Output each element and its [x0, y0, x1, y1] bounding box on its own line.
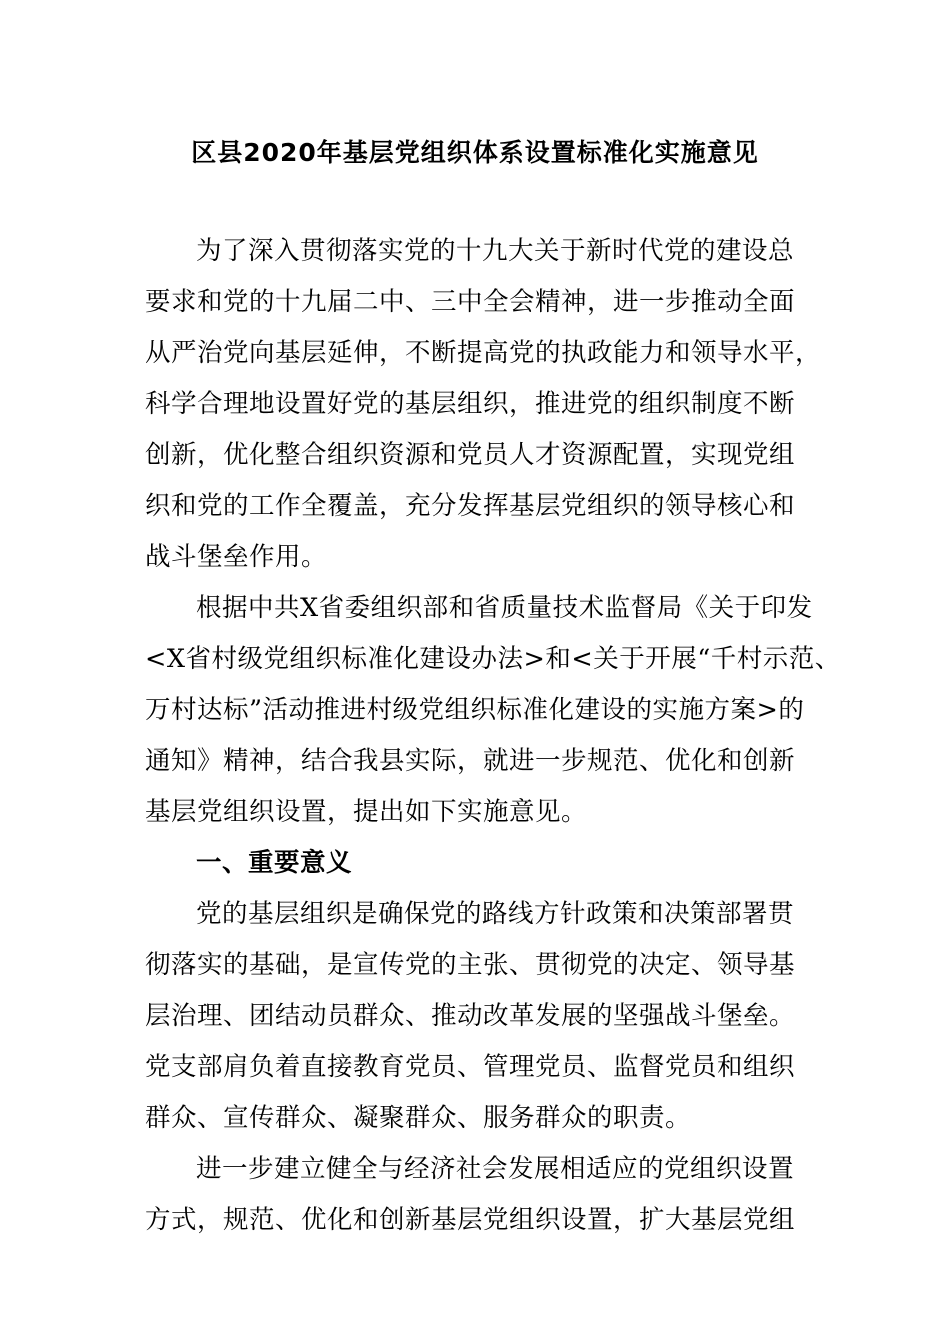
paragraph-line: 创新，优化整合组织资源和党员人才资源配置，实现党组: [145, 440, 796, 470]
paragraph-line: 织和党的工作全覆盖，充分发挥基层党组织的领导核心和: [145, 491, 796, 521]
paragraph-line: 万村达标”活动推进村级党组织标准化建设的实施方案>的: [145, 695, 805, 725]
paragraph-line: 进一步建立健全与经济社会发展相适应的党组织设置: [196, 1154, 795, 1184]
document-title: 区县2020年基层党组织体系设置标准化实施意见: [191, 138, 759, 167]
paragraph-line: 科学合理地设置好党的基层组织，推进党的组织制度不断: [145, 389, 796, 419]
section-heading: 一、重要意义: [196, 848, 353, 878]
paragraph-line: 群众、宣传群众、凝聚群众、服务群众的职责。: [145, 1103, 692, 1133]
paragraph-line: 基层党组织设置，提出如下实施意见。: [145, 797, 588, 827]
paragraph-line: 从严治党向基层延伸，不断提高党的执政能力和领导水平，: [145, 338, 822, 368]
paragraph-line: 党支部肩负着直接教育党员、管理党员、监督党员和组织: [145, 1052, 796, 1082]
paragraph-line: 根据中共X省委组织部和省质量技术监督局《关于印发: [196, 593, 813, 623]
paragraph-line: 层治理、团结动员群众、推动改革发展的坚强战斗堡垒。: [145, 1001, 796, 1031]
paragraph-line: 党的基层组织是确保党的路线方针政策和决策部署贯: [196, 899, 795, 929]
paragraph-line: 方式，规范、优化和创新基层党组织设置，扩大基层党组: [145, 1205, 796, 1235]
paragraph-line: 通知》精神，结合我县实际，就进一步规范、优化和创新: [145, 746, 796, 776]
paragraph-line: 战斗堡垒作用。: [145, 542, 328, 572]
paragraph-line: <X省村级党组织标准化建设办法>和<关于开展“千村示范、: [145, 644, 841, 674]
paragraph-line: 为了深入贯彻落实党的十九大关于新时代党的建设总: [196, 236, 795, 266]
paragraph-line: 要求和党的十九届二中、三中全会精神，进一步推动全面: [145, 287, 796, 317]
paragraph-line: 彻落实的基础，是宣传党的主张、贯彻党的决定、领导基: [145, 950, 796, 980]
